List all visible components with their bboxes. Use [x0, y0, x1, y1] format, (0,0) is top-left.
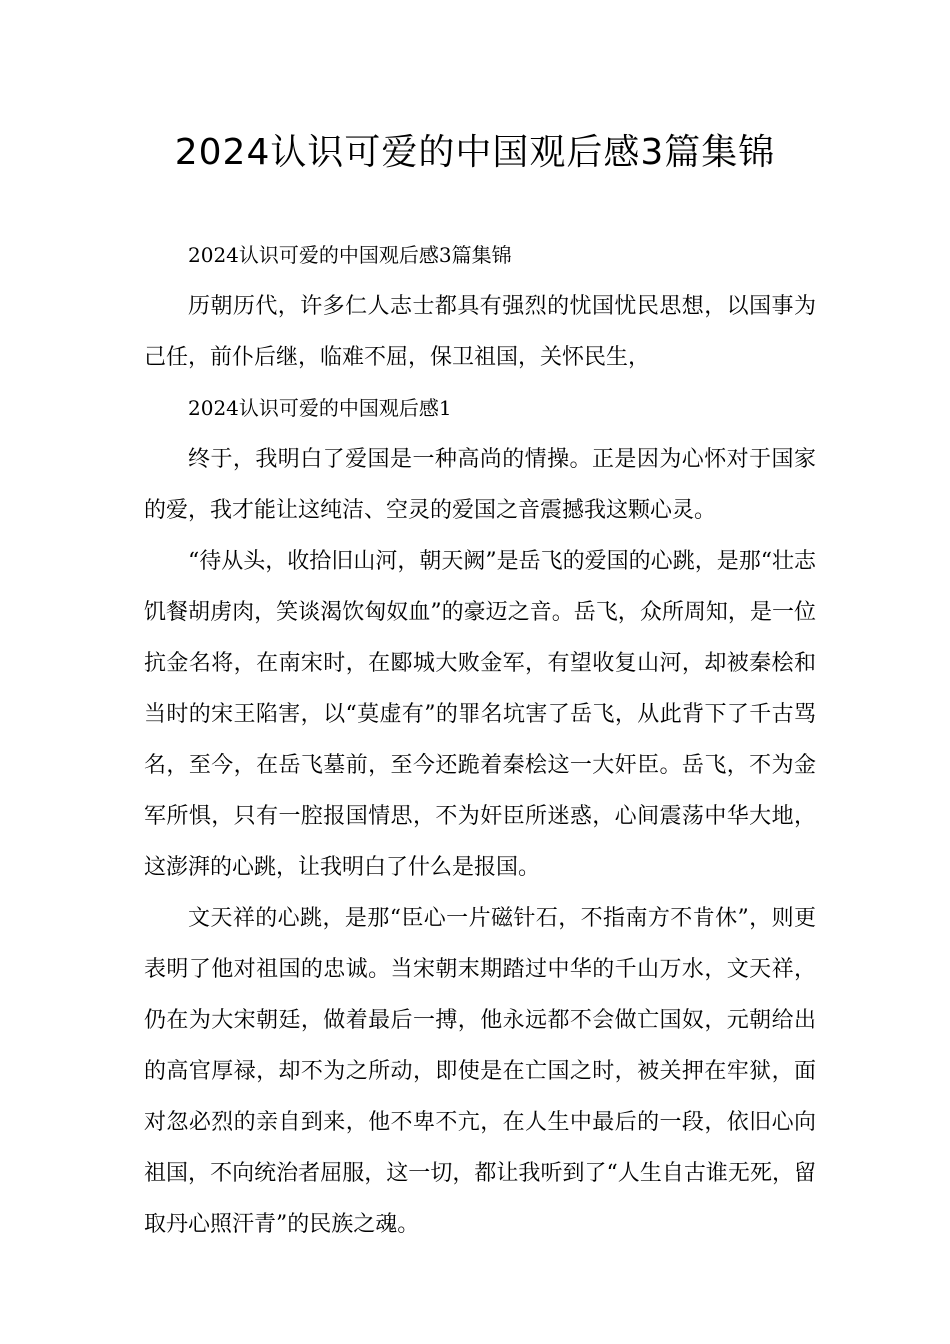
paragraph-1: 终于，我明白了爱国是一种高尚的情操。正是因为心怀对于国家的爱，我才能让这纯洁、空灵的爱国之音震撼我这颗心灵。	[144, 447, 816, 523]
intro-heading: 2024认识可爱的中国观后感3篇集锦	[188, 243, 512, 267]
document-body	[144, 230, 816, 1250]
document-title: 2024认识可爱的中国观后感3篇集锦	[174, 132, 776, 173]
paragraph-2: “待从头，收拾旧山河，朝天阙”是岳飞的爱国的心跳，是那“壮志饥餐胡虏肉，笑谈渴饮匈奴血”的豪迈之音。岳飞，众所周知，是一位抗金名将，在南宋时，在郾城大败金军，有望收复山河，却被秦桧和当时的宋王陷害，以“莫虚有”的罪名坑害了岳飞，从此背下了千古骂名，至今，在岳飞墓前，至今还跪着秦桧这一大奸臣。岳飞，不为金军所惧，只有一腔报国情思，不为奸臣所迷惑，心间震荡中华大地，这澎湃的心跳，让我明白了什么是报国。	[144, 549, 816, 880]
paragraph-3: 文天祥的心跳，是那“臣心一片磁针石，不指南方不肯休”，则更表明了他对祖国的忠诚。当宋朝末期踏过中华的千山万水，文天祥，仍在为大宋朝廷，做着最后一搏，他永远都不会做亡国奴，元朝给出的高官厚禄，却不为之所动，即使是在亡国之时，被关押在牢狱，面对忽必烈的亲自到来，他不卑不亢，在人生中最后的一段，依旧心向祖国，不向统治者屈服，这一切，都让我听到了“人生自古谁无死，留取丹心照汗青”的民族之魂。	[144, 906, 816, 1237]
section-heading-1: 2024认识可爱的中国观后感1	[188, 396, 452, 420]
paragraph-intro: 历朝历代，许多仁人志士都具有强烈的忧国忧民思想，以国事为己任，前仆后继，临难不屈，保卫祖国，关怀民生，	[144, 294, 816, 370]
